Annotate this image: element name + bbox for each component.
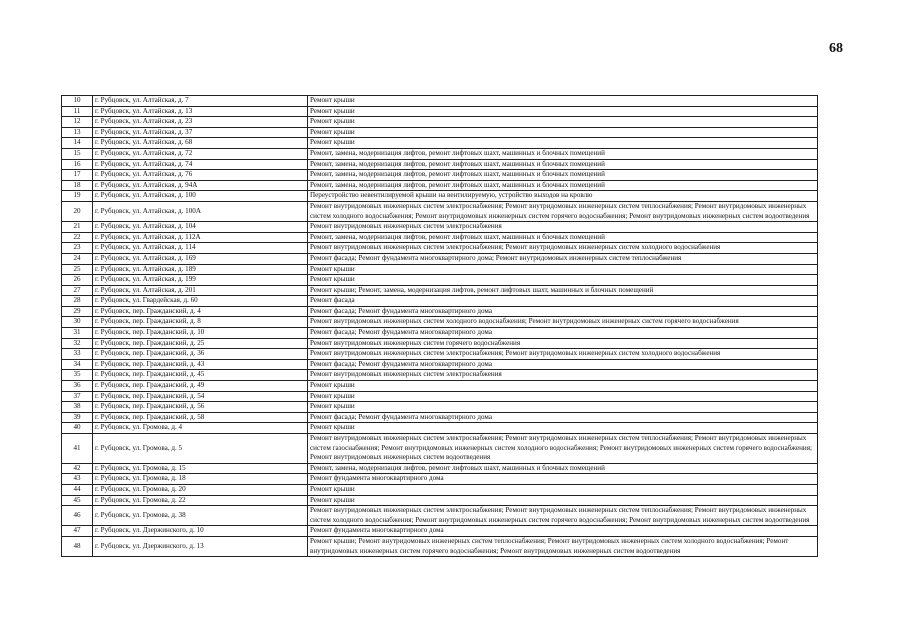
table-row	[62, 275, 818, 286]
row-number-cell: 38	[62, 402, 93, 413]
table-row	[62, 117, 818, 128]
table-row	[62, 201, 818, 221]
work-type-cell: Ремонт внутридомовых инженерных систем электроснабжения; Ремонт внутридомовых инженерных систем теплоснабжения; Ремонт внутридомовых инженерных систем холодного водоснабжения; Ремонт внутридомовых инженерных систем горячего водоснабжения; Ремонт внутридомовых инженерных систем водоотведения	[308, 201, 818, 221]
table-row	[62, 381, 818, 392]
address-cell: г. Рубцовск, ул. Алтайская, д. 112А	[93, 232, 308, 243]
work-type-cell: Ремонт крыши	[308, 264, 818, 275]
table-row	[62, 296, 818, 307]
table-row	[62, 317, 818, 328]
work-type-cell: Ремонт внутридомовых инженерных систем электроснабжения; Ремонт внутридомовых инженерных систем теплоснабжения; Ремонт внутридомовых инженерных систем газоснабжения; Ремонт внутридомовых инженерных систем холодного водоснабжения; Ремонт внутридомовых инженерных систем горячего водоснабжения; Ремонт внутридомовых инженерных систем водоотведения	[308, 434, 818, 464]
table-row	[62, 96, 818, 107]
work-type-cell: Ремонт крыши	[308, 423, 818, 434]
address-cell: г. Рубцовск, ул. Громова, д. 15	[93, 463, 308, 474]
row-number-cell: 43	[62, 474, 93, 485]
address-cell: г. Рубцовск, ул. Дзержинского, д. 10	[93, 526, 308, 537]
table-row	[62, 506, 818, 526]
address-cell: г. Рубцовск, ул. Алтайская, д. 169	[93, 253, 308, 264]
row-number-cell: 16	[62, 159, 93, 170]
table-row	[62, 536, 818, 556]
work-type-cell: Ремонт крыши	[308, 127, 818, 138]
work-type-cell: Ремонт крыши	[308, 381, 818, 392]
table-row	[62, 463, 818, 474]
work-type-cell: Ремонт крыши; Ремонт, замена, модернизация лифтов, ремонт лифтовых шахт, машинных и блочных помещений	[308, 285, 818, 296]
work-type-cell: Ремонт внутридомовых инженерных систем холодного водоснабжения; Ремонт внутридомовых инженерных систем горячего водоснабжения	[308, 317, 818, 328]
work-type-cell: Ремонт крыши	[308, 391, 818, 402]
address-cell: г. Рубцовск, пер. Гражданский, д. 25	[93, 338, 308, 349]
address-cell: г. Рубцовск, ул. Алтайская, д. 7	[93, 96, 308, 107]
table-row	[62, 306, 818, 317]
address-cell: г. Рубцовск, ул. Алтайская, д. 100	[93, 191, 308, 202]
row-number-cell: 15	[62, 148, 93, 159]
address-cell: г. Рубцовск, ул. Алтайская, д. 100А	[93, 201, 308, 221]
page-number: 68	[829, 41, 843, 56]
table-row	[62, 434, 818, 464]
row-number-cell: 25	[62, 264, 93, 275]
table-row	[62, 243, 818, 254]
address-cell: г. Рубцовск, ул. Алтайская, д. 13	[93, 106, 308, 117]
row-number-cell: 40	[62, 423, 93, 434]
work-type-cell: Ремонт крыши; Ремонт внутридомовых инженерных систем теплоснабжения; Ремонт внутридомовых инженерных систем холодного водоснабжения; Ремонт внутридомовых инженерных систем горячего водоснабжения; Ремонт внутридомовых инженерных систем водоотведения	[308, 536, 818, 556]
table-row	[62, 402, 818, 413]
work-type-cell: Ремонт, замена, модернизация лифтов, ремонт лифтовых шахт, машинных и блочных помещений	[308, 148, 818, 159]
work-type-cell: Ремонт крыши	[308, 106, 818, 117]
table-row	[62, 423, 818, 434]
table-row	[62, 180, 818, 191]
work-type-cell: Ремонт, замена, модернизация лифтов, ремонт лифтовых шахт, машинных и блочных помещений	[308, 232, 818, 243]
row-number-cell: 46	[62, 506, 93, 526]
work-type-cell: Ремонт фасада; Ремонт фундамента многоквартирного дома	[308, 306, 818, 317]
work-type-cell: Ремонт внутридомовых инженерных систем электроснабжения; Ремонт внутридомовых инженерных систем теплоснабжения; Ремонт внутридомовых инженерных систем холодного водоснабжения; Ремонт внутридомовых инженерных систем горячего водоснабжения; Ремонт внутридомовых инженерных систем водоотведения	[308, 506, 818, 526]
row-number-cell: 18	[62, 180, 93, 191]
address-cell: г. Рубцовск, пер. Гражданский, д. 54	[93, 391, 308, 402]
row-number-cell: 11	[62, 106, 93, 117]
row-number-cell: 14	[62, 138, 93, 149]
table-row	[62, 264, 818, 275]
repair-schedule-table	[61, 95, 818, 557]
row-number-cell: 12	[62, 117, 93, 128]
row-number-cell: 22	[62, 232, 93, 243]
table-row	[62, 526, 818, 537]
table-row	[62, 170, 818, 181]
row-number-cell: 21	[62, 222, 93, 233]
address-cell: г. Рубцовск, ул. Гвардейская, д. 60	[93, 296, 308, 307]
row-number-cell: 10	[62, 96, 93, 107]
table-row	[62, 232, 818, 243]
address-cell: г. Рубцовск, ул. Алтайская, д. 76	[93, 170, 308, 181]
work-type-cell: Ремонт крыши	[308, 138, 818, 149]
row-number-cell: 30	[62, 317, 93, 328]
row-number-cell: 31	[62, 328, 93, 339]
table-row	[62, 412, 818, 423]
work-type-cell: Ремонт фасада; Ремонт фундамента многоквартирного дома	[308, 328, 818, 339]
address-cell: г. Рубцовск, пер. Гражданский, д. 8	[93, 317, 308, 328]
row-number-cell: 33	[62, 349, 93, 360]
work-type-cell: Ремонт, замена, модернизация лифтов, ремонт лифтовых шахт, машинных и блочных помещений	[308, 180, 818, 191]
address-cell: г. Рубцовск, ул. Громова, д. 20	[93, 484, 308, 495]
work-type-cell: Ремонт фасада; Ремонт фундамента многоквартирного дома	[308, 412, 818, 423]
address-cell: г. Рубцовск, ул. Алтайская, д. 23	[93, 117, 308, 128]
work-type-cell: Ремонт крыши	[308, 96, 818, 107]
work-type-cell: Ремонт крыши	[308, 402, 818, 413]
table-row	[62, 495, 818, 506]
address-cell: г. Рубцовск, пер. Гражданский, д. 36	[93, 349, 308, 360]
table-row	[62, 285, 818, 296]
row-number-cell: 37	[62, 391, 93, 402]
row-number-cell: 44	[62, 484, 93, 495]
address-cell: г. Рубцовск, ул. Громова, д. 4	[93, 423, 308, 434]
work-type-cell: Ремонт крыши	[308, 117, 818, 128]
row-number-cell: 41	[62, 434, 93, 464]
address-cell: г. Рубцовск, ул. Алтайская, д. 199	[93, 275, 308, 286]
work-type-cell: Ремонт фасада; Ремонт фундамента многоквартирного дома	[308, 359, 818, 370]
address-cell: г. Рубцовск, ул. Алтайская, д. 94А	[93, 180, 308, 191]
table-row	[62, 349, 818, 360]
work-type-cell: Ремонт крыши	[308, 484, 818, 495]
address-cell: г. Рубцовск, ул. Алтайская, д. 72	[93, 148, 308, 159]
row-number-cell: 13	[62, 127, 93, 138]
row-number-cell: 28	[62, 296, 93, 307]
table-row	[62, 253, 818, 264]
work-type-cell: Переустройство невентилируемой крыши на вентилируемую, устройство выходов на кровлю	[308, 191, 818, 202]
row-number-cell: 20	[62, 201, 93, 221]
work-type-cell: Ремонт крыши	[308, 275, 818, 286]
address-cell: г. Рубцовск, пер. Гражданский, д. 45	[93, 370, 308, 381]
row-number-cell: 36	[62, 381, 93, 392]
address-cell: г. Рубцовск, пер. Гражданский, д. 4	[93, 306, 308, 317]
address-cell: г. Рубцовск, ул. Алтайская, д. 37	[93, 127, 308, 138]
table-row	[62, 222, 818, 233]
address-cell: г. Рубцовск, пер. Гражданский, д. 43	[93, 359, 308, 370]
work-type-cell: Ремонт фасада; Ремонт фундамента многоквартирного дома; Ремонт внутридомовых инженерных систем теплоснабжения	[308, 253, 818, 264]
address-cell: г. Рубцовск, ул. Громова, д. 5	[93, 434, 308, 464]
row-number-cell: 24	[62, 253, 93, 264]
work-type-cell: Ремонт, замена, модернизация лифтов, ремонт лифтовых шахт, машинных и блочных помещений	[308, 170, 818, 181]
row-number-cell: 17	[62, 170, 93, 181]
table-row	[62, 370, 818, 381]
work-type-cell: Ремонт, замена, модернизация лифтов, ремонт лифтовых шахт, машинных и блочных помещений	[308, 463, 818, 474]
row-number-cell: 27	[62, 285, 93, 296]
row-number-cell: 45	[62, 495, 93, 506]
address-cell: г. Рубцовск, ул. Алтайская, д. 189	[93, 264, 308, 275]
table-row	[62, 338, 818, 349]
row-number-cell: 48	[62, 536, 93, 556]
work-type-cell: Ремонт крыши	[308, 495, 818, 506]
address-cell: г. Рубцовск, ул. Громова, д. 18	[93, 474, 308, 485]
address-cell: г. Рубцовск, пер. Гражданский, д. 10	[93, 328, 308, 339]
row-number-cell: 32	[62, 338, 93, 349]
address-cell: г. Рубцовск, ул. Дзержинского, д. 13	[93, 536, 308, 556]
table-row	[62, 328, 818, 339]
address-cell: г. Рубцовск, ул. Алтайская, д. 114	[93, 243, 308, 254]
address-cell: г. Рубцовск, ул. Алтайская, д. 74	[93, 159, 308, 170]
row-number-cell: 29	[62, 306, 93, 317]
table-row	[62, 159, 818, 170]
table-row	[62, 474, 818, 485]
work-type-cell: Ремонт внутридомовых инженерных систем электроснабжения	[308, 222, 818, 233]
address-cell: г. Рубцовск, пер. Гражданский, д. 58	[93, 412, 308, 423]
address-cell: г. Рубцовск, ул. Громова, д. 38	[93, 506, 308, 526]
table-row	[62, 359, 818, 370]
address-cell: г. Рубцовск, ул. Алтайская, д. 104	[93, 222, 308, 233]
address-cell: г. Рубцовск, пер. Гражданский, д. 56	[93, 402, 308, 413]
table-body	[62, 96, 818, 557]
work-type-cell: Ремонт, замена, модернизация лифтов, ремонт лифтовых шахт, машинных и блочных помещений	[308, 159, 818, 170]
row-number-cell: 35	[62, 370, 93, 381]
address-cell: г. Рубцовск, ул. Громова, д. 22	[93, 495, 308, 506]
work-type-cell: Ремонт фасада	[308, 296, 818, 307]
table-row	[62, 138, 818, 149]
row-number-cell: 23	[62, 243, 93, 254]
table-row	[62, 484, 818, 495]
table-row	[62, 148, 818, 159]
address-cell: г. Рубцовск, пер. Гражданский, д. 49	[93, 381, 308, 392]
row-number-cell: 26	[62, 275, 93, 286]
row-number-cell: 47	[62, 526, 93, 537]
work-type-cell: Ремонт внутридомовых инженерных систем горячего водоснабжения	[308, 338, 818, 349]
row-number-cell: 39	[62, 412, 93, 423]
work-type-cell: Ремонт фундамента многоквартирного дома	[308, 474, 818, 485]
table-row	[62, 391, 818, 402]
table-row	[62, 106, 818, 117]
address-cell: г. Рубцовск, ул. Алтайская, д. 68	[93, 138, 308, 149]
work-type-cell: Ремонт внутридомовых инженерных систем электроснабжения	[308, 370, 818, 381]
work-type-cell: Ремонт фундамента многоквартирного дома	[308, 526, 818, 537]
table-row	[62, 191, 818, 202]
row-number-cell: 19	[62, 191, 93, 202]
row-number-cell: 42	[62, 463, 93, 474]
table-row	[62, 127, 818, 138]
work-type-cell: Ремонт внутридомовых инженерных систем электроснабжения; Ремонт внутридомовых инженерных систем холодного водоснабжения	[308, 243, 818, 254]
row-number-cell: 34	[62, 359, 93, 370]
work-type-cell: Ремонт внутридомовых инженерных систем электроснабжения; Ремонт внутридомовых инженерных систем холодного водоснабжения	[308, 349, 818, 360]
address-cell: г. Рубцовск, ул. Алтайская, д. 201	[93, 285, 308, 296]
